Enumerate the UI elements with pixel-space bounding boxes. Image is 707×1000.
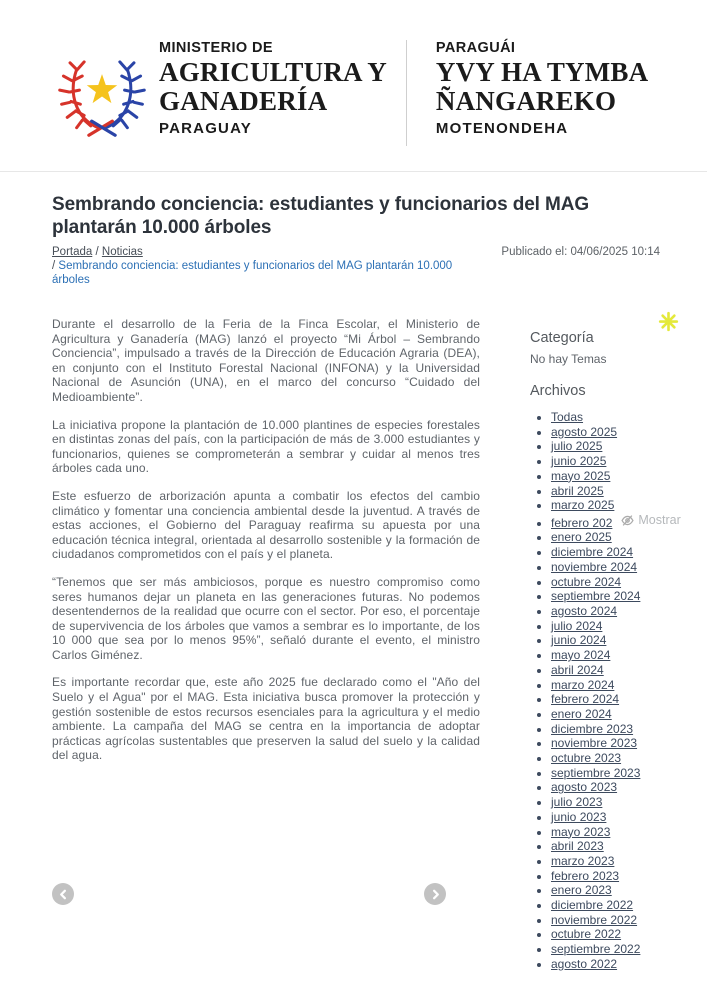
category-heading: Categoría bbox=[530, 330, 594, 346]
archive-link[interactable]: agosto 2024 bbox=[551, 603, 618, 618]
archive-link[interactable]: julio 2023 bbox=[551, 795, 603, 810]
breadcrumb-link-portada[interactable]: Portada bbox=[52, 246, 93, 258]
brand-gn-line3: ÑANGAREKO bbox=[435, 86, 617, 117]
archive-list-item bbox=[551, 722, 660, 737]
archive-list-item bbox=[551, 575, 660, 590]
carousel-next-button[interactable] bbox=[424, 883, 446, 905]
page-title: Sembrando conciencia: estudiantes y funcionarios del MAG plantarán 10.000 árboles bbox=[52, 194, 590, 238]
archive-link[interactable]: septiembre 2023 bbox=[551, 765, 641, 780]
archive-link[interactable]: octubre 2023 bbox=[551, 751, 622, 766]
brand-gn-line4: MOTENONDEHA bbox=[435, 120, 569, 138]
archive-list-item bbox=[551, 825, 660, 840]
content-row bbox=[52, 317, 681, 972]
archive-link[interactable]: enero 2024 bbox=[551, 706, 612, 721]
article-paragraph: “Tenemos que ser más ambiciosos, porque es nuestro compromiso como seres humanos dejar un planeta en las generaciones futuras. No podemos desentendernos de la realidad que ocurre con el sector. Por eso, el porcentaje de supervivencia de los árboles que vamos a sembrar es lo importante, de los 10 000 que sea por lo menos 95%”, señaló durante el evento, el ministro Carlos Giménez. bbox=[52, 574, 480, 662]
meta-row bbox=[52, 245, 660, 287]
archive-list-item bbox=[551, 942, 660, 957]
archive-list-item bbox=[551, 678, 660, 693]
brand-gn-line2: YVY HA TYMBA bbox=[435, 57, 649, 87]
carousel-prev-button[interactable] bbox=[52, 883, 74, 905]
sidebar bbox=[530, 317, 681, 972]
article-body bbox=[52, 317, 480, 776]
archive-list-item bbox=[551, 780, 660, 795]
archive-link[interactable]: abril 2023 bbox=[551, 839, 604, 854]
article-paragraph: Este esfuerzo de arborización apunta a combatir los efectos del cambio climático y fomentar una conciencia ambiental desde la juventud. A través de estas acciones, el Gobierno del Paraguay reafirma su apuesta por una educación técnica integral, orientada al desarrollo sostenible y la formación de ciudadanos comprometidos con el país y el planeta. bbox=[52, 488, 480, 562]
breadcrumb-separator: / bbox=[52, 260, 56, 272]
archive-list-item bbox=[551, 439, 660, 454]
archive-link[interactable]: mayo 2023 bbox=[551, 824, 611, 839]
archive-list-item bbox=[551, 604, 660, 619]
archive-link[interactable]: junio 2023 bbox=[551, 809, 607, 824]
article-paragraph: La iniciativa propone la plantación de 10.000 plantines de especies forestales en distintas zonas del país, con la participación de más de 3.000 estudiantes y funcionarios, quienes se comprometerán a sembrar y cuidar al menos tres árboles cada uno. bbox=[52, 417, 480, 476]
gold-star-icon bbox=[87, 74, 117, 103]
archive-link[interactable]: noviembre 2023 bbox=[551, 736, 638, 751]
archive-link[interactable]: abril 2025 bbox=[551, 483, 604, 498]
published-date: Publicado el: 04/06/2025 10:14 bbox=[501, 246, 660, 258]
brand-spanish bbox=[159, 40, 387, 137]
breadcrumb bbox=[52, 245, 472, 287]
archive-link[interactable]: marzo 2023 bbox=[551, 853, 615, 868]
archive-link[interactable]: agosto 2022 bbox=[551, 956, 618, 971]
archive-list-item bbox=[551, 589, 660, 604]
mostrar-badge bbox=[621, 513, 680, 528]
archive-list-item bbox=[551, 545, 660, 560]
archive-list-item bbox=[551, 810, 660, 825]
archive-link[interactable]: diciembre 2024 bbox=[551, 545, 634, 560]
archive-list-item bbox=[551, 454, 660, 469]
chevron-left-icon bbox=[58, 889, 69, 900]
archive-list-item bbox=[551, 736, 660, 751]
brand-gn-line1: PARAGUÁI bbox=[435, 40, 516, 56]
archive-link[interactable]: Todas bbox=[551, 410, 584, 424]
archive-link[interactable]: agosto 2025 bbox=[551, 424, 618, 439]
archive-list-item bbox=[551, 898, 660, 913]
brand-divider bbox=[406, 40, 407, 146]
archive-link[interactable]: febrero 2024 bbox=[551, 692, 620, 707]
archive-link[interactable]: enero 2023 bbox=[551, 883, 612, 898]
archive-list-item bbox=[551, 425, 660, 440]
brand-es-line3: GANADERÍA bbox=[159, 86, 328, 117]
archive-list-item bbox=[551, 927, 660, 942]
archive-list-item bbox=[551, 512, 681, 531]
archive-link[interactable]: abril 2024 bbox=[551, 662, 604, 677]
archive-list-item bbox=[551, 839, 660, 854]
archive-list-item bbox=[551, 751, 660, 766]
article-paragraph: Es importante recordar que, este año 2025 fue declarado como el "Año del Suelo y el Agua" por el MAG. Esta iniciativa busca promover la protección y gestión sostenible de estos recursos esenciales para la agricultura y el medio ambiente. La campaña del MAG se centra en la importancia de adoptar prácticas agrícolas sustentables que preserven la salud del suelo y la calidad del agua. bbox=[52, 675, 480, 763]
archive-link[interactable]: diciembre 2022 bbox=[551, 898, 634, 913]
brand-es-line1: MINISTERIO DE bbox=[159, 40, 273, 56]
main-content bbox=[0, 172, 707, 972]
archive-list-item bbox=[551, 913, 660, 928]
archive-link[interactable]: septiembre 2022 bbox=[551, 942, 641, 957]
archive-link[interactable]: junio 2025 bbox=[551, 454, 607, 469]
asterisk-icon bbox=[658, 311, 679, 332]
archive-list-item bbox=[551, 648, 660, 663]
mostrar-label: Mostrar bbox=[638, 512, 681, 527]
archive-list-item bbox=[551, 469, 660, 484]
archive-list-item bbox=[551, 410, 660, 425]
archive-list-item bbox=[551, 869, 660, 884]
archive-link[interactable]: septiembre 2024 bbox=[551, 589, 641, 604]
archive-link[interactable]: enero 2025 bbox=[551, 530, 612, 545]
archive-list-item bbox=[551, 957, 660, 972]
archives-list bbox=[530, 410, 681, 972]
archive-link[interactable]: marzo 2025 bbox=[551, 498, 615, 513]
archive-list-item bbox=[551, 619, 660, 634]
archive-list-item bbox=[551, 560, 660, 575]
category-empty-text: No hay Temas bbox=[530, 352, 607, 366]
archive-list-item bbox=[551, 663, 660, 678]
archive-link[interactable]: noviembre 2024 bbox=[551, 559, 638, 574]
archive-link[interactable]: marzo 2024 bbox=[551, 677, 615, 692]
brand-es-line2: AGRICULTURA Y bbox=[159, 57, 387, 87]
breadcrumb-current[interactable]: Sembrando conciencia: estudiantes y funcionarios del MAG plantarán 10.000 árboles bbox=[52, 260, 453, 286]
archive-link[interactable]: diciembre 2023 bbox=[551, 721, 634, 736]
archive-list-item bbox=[551, 766, 660, 781]
archive-link[interactable]: julio 2024 bbox=[551, 618, 603, 633]
show-hidden-icon bbox=[621, 514, 634, 527]
site-header bbox=[0, 0, 707, 172]
breadcrumb-link-noticias[interactable]: Noticias bbox=[101, 246, 143, 258]
archive-link[interactable]: febrero 2023 bbox=[551, 868, 620, 883]
archive-link[interactable]: julio 2025 bbox=[551, 439, 603, 454]
chevron-right-icon bbox=[430, 889, 441, 900]
archive-list-item bbox=[551, 633, 660, 648]
brand-guarani bbox=[436, 40, 648, 137]
archive-link[interactable]: octubre 2024 bbox=[551, 574, 622, 589]
ministry-coat-of-arms-icon bbox=[55, 40, 149, 144]
breadcrumb-separator: / bbox=[95, 246, 99, 258]
archive-list-item bbox=[551, 854, 660, 869]
archive-link[interactable]: agosto 2023 bbox=[551, 780, 618, 795]
brand-es-line4: PARAGUAY bbox=[159, 120, 252, 138]
archive-list-item bbox=[551, 883, 660, 898]
archive-list-item bbox=[551, 707, 660, 722]
archive-link[interactable]: noviembre 2022 bbox=[551, 912, 638, 927]
article-paragraph: Durante el desarrollo de la Feria de la Finca Escolar, el Ministerio de Agricultura y Ganadería (MAG) lanzó el proyecto “Mi Árbol – Sembrando Conciencia”, impulsado a través de la Dirección de Educación Agraria (DEA), en conjunto con el Instituto Forestal Nacional (INFONA) y la Universidad Nacional de Asunción (UNA), en el marco del concurso “Cuidado del Medioambiente”. bbox=[52, 317, 480, 404]
archive-link[interactable]: mayo 2025 bbox=[551, 468, 611, 483]
archives-heading: Archivos bbox=[530, 383, 586, 399]
archive-list-item bbox=[551, 795, 660, 810]
archive-list-item bbox=[551, 498, 660, 513]
archive-list-item bbox=[551, 692, 660, 707]
archive-link[interactable]: octubre 2022 bbox=[551, 927, 622, 942]
archive-list-item bbox=[551, 484, 660, 499]
archive-link[interactable]: febrero 202 bbox=[551, 515, 613, 530]
archive-link[interactable]: mayo 2024 bbox=[551, 648, 611, 663]
archive-list-item bbox=[551, 530, 660, 545]
archive-link[interactable]: junio 2024 bbox=[551, 633, 607, 648]
